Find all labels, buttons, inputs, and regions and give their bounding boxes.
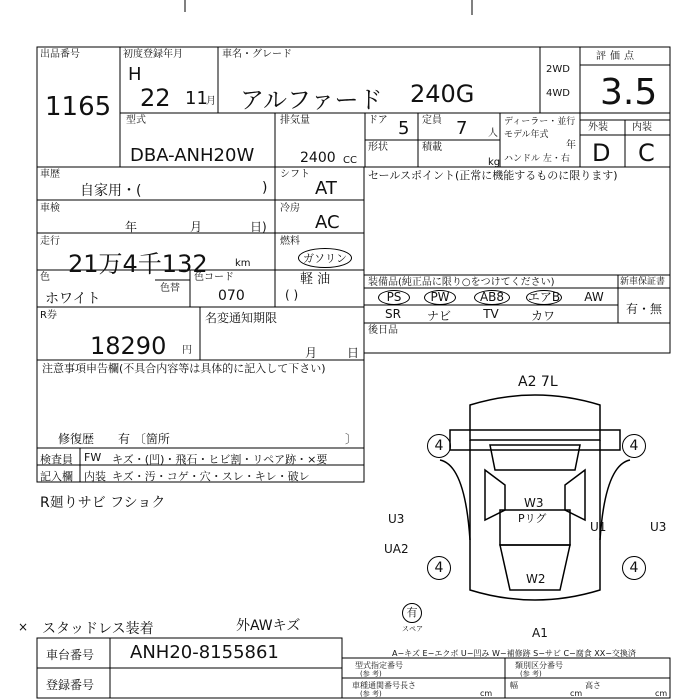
load-unit: kg: [488, 157, 501, 168]
tire-front-right: 4: [622, 434, 646, 458]
repair-label: 修復歴: [58, 432, 95, 446]
history-close: ): [262, 180, 268, 196]
warranty-value: 有・無: [626, 302, 663, 316]
shaken-month: 月: [190, 220, 203, 234]
chassis-number: ANH20-8155861: [130, 642, 279, 663]
repair-value: 有 〔箇所: [118, 432, 170, 446]
dmg-u1: U1: [590, 520, 607, 534]
reg-year: 22: [140, 84, 171, 112]
length-label: 長さ: [400, 681, 416, 690]
caution-label: 注意事項申告欄(不具合内容等は具体的に記入して下さい): [42, 362, 326, 375]
dmg-w3-note: Pリグ: [518, 512, 547, 525]
displacement-unit: CC: [343, 155, 357, 166]
int-grade: C: [638, 139, 655, 167]
recycle-label: R券: [40, 310, 57, 321]
tire-rear-left: 4: [427, 556, 451, 580]
reg-era: H: [128, 64, 142, 85]
color-label: 色: [40, 272, 50, 283]
sales-point-label: セールスポイント(正常に機能するものに限ります): [368, 169, 618, 182]
shape-label: 形状: [368, 142, 388, 153]
plate-label: 登録番号: [46, 678, 95, 692]
mileage-label: 走行: [40, 236, 60, 247]
dealer-label: ディーラー・並行: [504, 117, 576, 127]
ac-label: 冷房: [280, 203, 300, 214]
equip-aw: AW: [584, 290, 604, 304]
notice-day: 日: [347, 346, 360, 360]
remark-rust: R廻りサビ フショク: [40, 495, 166, 511]
fuel-gas: ガソリン: [298, 248, 352, 268]
history-value: 自家用・(: [80, 183, 142, 199]
dmg-u3-left: U3: [388, 512, 405, 526]
inspect-items: キズ・(凹)・飛石・ヒビ割・リペア跡・×要: [112, 453, 328, 466]
ac-value: AC: [315, 212, 340, 233]
reg-month: 11: [185, 88, 208, 109]
spare-label: スペア: [402, 625, 423, 633]
record-items: キズ・汚・コゲ・穴・スレ・キレ・破レ: [112, 470, 310, 483]
model-no-label: 型式指定番号: [355, 661, 403, 670]
car-name-label: 車名・グレード: [222, 49, 292, 60]
equip-navi: ナビ: [426, 309, 451, 323]
mileage-value: 21万4千132: [68, 250, 208, 278]
shaken-day: 日): [250, 220, 267, 234]
equip-airbag: AB8: [474, 290, 510, 305]
class-no-label: 類別区分番号: [515, 661, 563, 670]
fuel-diesel: 軽 油: [300, 272, 331, 287]
dmg-w2: W2: [526, 572, 546, 586]
model-year-unit: 年: [566, 140, 576, 151]
lot-label: 出品番号: [40, 49, 80, 60]
chassis-label: 車台番号: [46, 648, 95, 662]
car-name: アルファード: [240, 86, 383, 114]
doors-value: 5: [398, 118, 410, 139]
equip-aircond: エアB: [527, 290, 561, 304]
color-value: ホワイト: [45, 291, 101, 307]
equipment-label: 装備品(純正品に限り○をつけてください): [368, 277, 555, 288]
dmg-w3: W3: [524, 496, 544, 510]
displacement-value: 2400: [300, 150, 336, 166]
width-unit: cm: [570, 689, 583, 698]
length-unit: cm: [480, 689, 493, 698]
mileage-unit: km: [235, 258, 251, 269]
x-mark: ×: [18, 620, 29, 634]
reg-month-unit: 月: [206, 96, 216, 107]
fuel-other: ( ): [285, 288, 299, 302]
handle-label: ハンドル 左・右: [504, 154, 570, 164]
ext-grade: D: [592, 139, 611, 167]
recycle-unit: 円: [182, 345, 192, 356]
equip-pw: PW: [424, 290, 456, 305]
dmg-ua2: UA2: [384, 542, 409, 556]
color-code-label: 色コード: [194, 272, 234, 283]
class-no-ref: (参 考): [520, 670, 542, 678]
drive-4wd: 4WD: [546, 88, 570, 99]
score-label: 評価点: [596, 51, 638, 62]
tire-rear-right: 4: [622, 556, 646, 580]
record-tag: 内装: [84, 470, 106, 483]
reg-no-label: 車種通関番号: [352, 681, 400, 690]
record-label: 記入欄: [40, 470, 73, 483]
dmg-a1: A1: [532, 626, 548, 640]
doors-label: ドア: [368, 115, 388, 126]
remark-studless: スタッドレス装着: [42, 621, 154, 637]
lot-number: 1165: [45, 92, 112, 122]
color-code: 070: [218, 288, 245, 304]
height-label: 高さ: [585, 681, 601, 690]
score-value: 3.5: [600, 72, 658, 113]
diagram-top-note: A2 7L: [518, 374, 558, 390]
notice-month: 月: [305, 346, 318, 360]
recycle-value: 18290: [90, 332, 167, 360]
model-label: 型式: [126, 115, 146, 126]
dmg-u3-right: U3: [650, 520, 667, 534]
capacity-label: 定員: [422, 115, 442, 126]
later-items-label: 後日品: [368, 325, 398, 336]
equip-tv: TV: [483, 307, 499, 321]
color-change-label: 色替: [160, 283, 180, 294]
model-value: DBA-ANH20W: [130, 145, 255, 166]
equip-leather: カワ: [530, 309, 555, 323]
displacement-label: 排気量: [280, 115, 310, 126]
shift-label: シフト: [280, 169, 310, 180]
damage-legend: A−キズ E−エクボ U−凹み W−補修跡 S−サビ C−腐食 XX−交換済: [392, 649, 636, 658]
history-label: 車歴: [40, 169, 60, 180]
remark-wheel-scratch: 外AWキズ: [236, 618, 301, 634]
load-label: 積載: [422, 142, 442, 153]
width-label: 幅: [510, 681, 518, 690]
shaken-label: 車検: [40, 203, 60, 214]
equip-sr: SR: [385, 307, 401, 321]
height-unit: cm: [655, 689, 668, 698]
spare-mark: 有: [402, 603, 422, 623]
repair-close: 〕: [345, 432, 358, 446]
capacity-unit: 人: [488, 128, 498, 139]
warranty-label: 新車保証書: [620, 277, 666, 287]
model-no-ref: (参 考): [360, 670, 382, 678]
drive-2wd: 2WD: [546, 64, 570, 75]
int-label: 内装: [632, 122, 652, 133]
capacity-value: 7: [456, 118, 468, 139]
notice-label: 名変通知期限: [205, 311, 278, 325]
shaken-year: 年: [125, 220, 138, 234]
tire-front-left: 4: [427, 434, 451, 458]
fuel-label: 燃料: [280, 236, 300, 247]
equip-ps: PS: [378, 290, 410, 305]
inspect-tag: FW: [84, 451, 102, 464]
first-reg-label: 初度登録年月: [123, 49, 183, 60]
inspector-label: 検査員: [40, 453, 73, 466]
model-year-label: モデル年式: [504, 130, 549, 140]
ext-label: 外装: [588, 122, 608, 133]
reg-no-ref: (参 考): [360, 690, 382, 698]
shift-value: AT: [315, 178, 337, 199]
car-grade: 240G: [410, 80, 475, 108]
